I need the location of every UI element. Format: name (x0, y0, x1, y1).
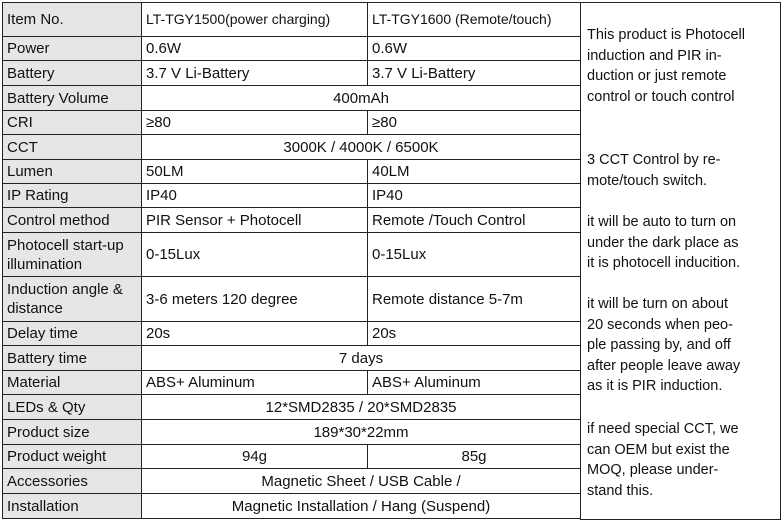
row-label: Lumen (3, 160, 142, 184)
cell-a: 0.6W (142, 37, 368, 61)
spec-table (2, 2, 581, 519)
cell-a: ≥80 (142, 111, 368, 135)
cell-merged: 189*30*22mm (142, 420, 581, 445)
table-row-material (3, 371, 581, 395)
row-label: Installation (3, 494, 142, 519)
table-row-lumen (3, 160, 581, 184)
cell-b: ABS+ Aluminum (368, 371, 581, 395)
header-label: Item No. (3, 3, 142, 37)
row-label: CRI (3, 111, 142, 135)
row-label: IP Rating (3, 184, 142, 208)
cell-b: 3.7 V Li-Battery (368, 61, 581, 86)
row-label: Delay time (3, 322, 142, 346)
cell-a: ABS+ Aluminum (142, 371, 368, 395)
row-label: Product size (3, 420, 142, 445)
cell-merged: 3000K / 4000K / 6500K (142, 135, 581, 160)
spec-sheet (2, 2, 782, 522)
row-label: Battery Volume (3, 86, 142, 111)
cell-b: Remote distance 5-7m (368, 277, 581, 322)
cell-b: ≥80 (368, 111, 581, 135)
row-label: Control method (3, 208, 142, 233)
notes-panel (580, 2, 781, 520)
note-pir: it will be turn on about 20 seconds when peo- ple passing by, and off after people leave away as it is PIR induction. (587, 296, 741, 395)
cell-merged: 400mAh (142, 86, 581, 111)
row-label: Battery (3, 61, 142, 86)
row-label: Power (3, 37, 142, 61)
cell-b: 20s (368, 322, 581, 346)
header-model-1500: LT-TGY1500(power charging) (142, 3, 368, 37)
table-row-photocell (3, 233, 581, 277)
table-row-delay-time (3, 322, 581, 346)
table-row-header (3, 3, 581, 37)
cell-a: 94g (142, 445, 368, 469)
cell-b: 0.6W (368, 37, 581, 61)
table-row-ip-rating (3, 184, 581, 208)
note-sensor-types: This product is Photocell induction and PIR in- duction or just remote control or touch control (587, 27, 745, 105)
table-row-induction (3, 277, 581, 322)
cell-b: IP40 (368, 184, 581, 208)
cell-a: 0-15Lux (142, 233, 368, 277)
table-row-leds (3, 395, 581, 420)
cell-b: 40LM (368, 160, 581, 184)
note-oem: if need special CCT, we can OEM but exist the MOQ, please under- stand this. (587, 421, 739, 499)
cell-a: 3.7 V Li-Battery (142, 61, 368, 86)
cell-a: 3-6 meters 120 degree (142, 277, 368, 322)
note-cct-control: 3 CCT Control by re- mote/touch switch. (587, 152, 721, 189)
note-photocell: it will be auto to turn on under the dark place as it is photocell inducition. (587, 214, 741, 272)
table-row-accessories (3, 469, 581, 494)
table-row-product-size (3, 420, 581, 445)
row-label: Accessories (3, 469, 142, 494)
table-row-power (3, 37, 581, 61)
table-row-battery-volume (3, 86, 581, 111)
cell-merged: Magnetic Sheet / USB Cable / (142, 469, 581, 494)
table-row-cri (3, 111, 581, 135)
table-row-control-method (3, 208, 581, 233)
row-label: Induction angle & distance (3, 277, 142, 322)
table-row-installation (3, 494, 581, 519)
cell-a: PIR Sensor + Photocell (142, 208, 368, 233)
table-row-battery (3, 61, 581, 86)
row-label: CCT (3, 135, 142, 160)
cell-a: 50LM (142, 160, 368, 184)
cell-b: 85g (368, 445, 581, 469)
row-label: Product weight (3, 445, 142, 469)
cell-b: Remote /Touch Control (368, 208, 581, 233)
row-label: Material (3, 371, 142, 395)
cell-a: 20s (142, 322, 368, 346)
cell-merged: 12*SMD2835 / 20*SMD2835 (142, 395, 581, 420)
table-row-battery-time (3, 346, 581, 371)
row-label: Photocell start-up illumination (3, 233, 142, 277)
cell-merged: 7 days (142, 346, 581, 371)
row-label: LEDs & Qty (3, 395, 142, 420)
cell-merged: Magnetic Installation / Hang (Suspend) (142, 494, 581, 519)
row-label: Battery time (3, 346, 142, 371)
table-row-cct (3, 135, 581, 160)
header-model-1600: LT-TGY1600 (Remote/touch) (368, 3, 581, 37)
cell-b: 0-15Lux (368, 233, 581, 277)
table-row-product-weight (3, 445, 581, 469)
cell-a: IP40 (142, 184, 368, 208)
